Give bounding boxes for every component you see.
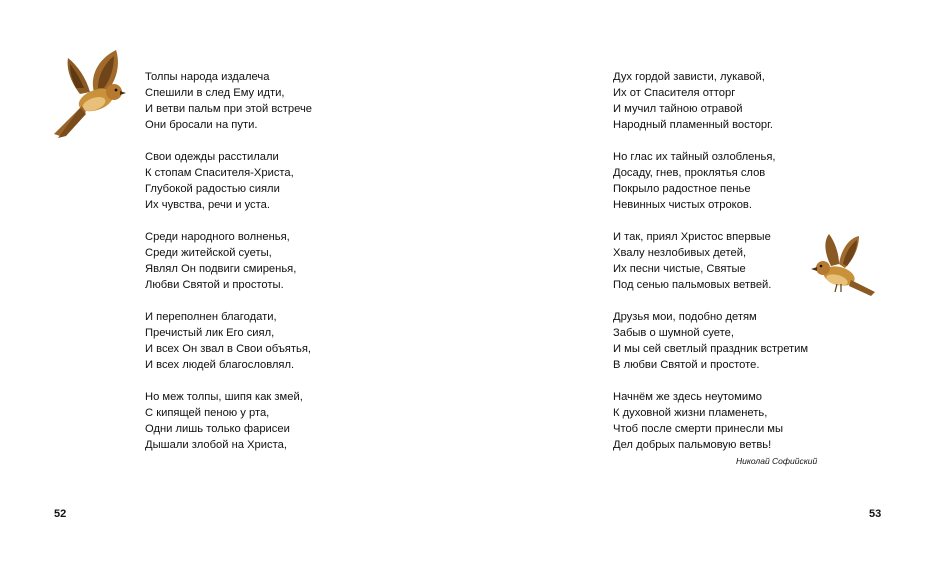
poem-line: Толпы народа издалеча (145, 71, 270, 83)
poem-line: И так, приял Христос впервые (613, 231, 771, 243)
poem-line: Они бросали на пути. (145, 119, 258, 131)
stanza (145, 389, 312, 453)
poem-line: И переполнен благодати, (145, 311, 277, 323)
poem-right (613, 69, 808, 469)
poem-left (145, 69, 312, 469)
poem-line: И всех людей благословлял. (145, 359, 295, 371)
poem-line: Дух гордой зависти, лукавой, (613, 71, 765, 83)
poem-line: Являл Он подвиги смиренья, (145, 263, 297, 275)
poem-line: К стопам Спасителя-Христа, (145, 167, 294, 179)
poem-line: Друзья мои, подобно детям (613, 311, 757, 323)
stanza (145, 229, 312, 293)
poem-line: В любви Святой и простоте. (613, 359, 760, 371)
author-signature: Николай Софийский (736, 456, 818, 466)
poem-line: Чтоб после смерти принесли мы (613, 423, 784, 435)
poem-line: И мучил тайною отравой (613, 103, 743, 115)
stanza (613, 309, 808, 373)
page-number-left: 52 (54, 508, 67, 520)
poem-line: Но глас их тайный озлобленья, (613, 151, 776, 163)
poem-line: Их от Спасителя отторг (613, 87, 736, 99)
stanza (613, 69, 808, 133)
poem-line: Глубокой радостью сияли (145, 183, 280, 195)
poem-line: Хвалу незлобивых детей, (613, 247, 747, 259)
poem-line: Пречистый лик Его сиял, (145, 327, 275, 339)
stanza (145, 309, 312, 373)
poem-line: И всех Он звал в Свои объятья, (145, 343, 311, 355)
poem-line: Дел добрых пальмовую ветвь! (613, 439, 772, 451)
poem-line: Народный пламенный восторг. (613, 119, 773, 131)
page-number-right: 53 (869, 508, 882, 520)
poem-line: Свои одежды расстилали (145, 151, 279, 163)
poem-line: Невинных чистых отроков. (613, 199, 752, 211)
right-page (471, 0, 942, 567)
stanza (613, 229, 808, 293)
perched-sparrow-icon (811, 232, 877, 300)
poem-line: Под сенью пальмовых ветвей. (613, 279, 772, 291)
poem-line: Дышали злобой на Христа, (145, 439, 287, 451)
poem-line: Одни лишь только фарисеи (145, 423, 290, 435)
poem-line: К духовной жизни пламенеть, (613, 407, 768, 419)
stanza (613, 389, 808, 453)
poem-line: Начнём же здесь неутомимо (613, 391, 763, 403)
poem-line: Среди житейской суеты, (145, 247, 272, 259)
poem-line: Забыв о шумной суете, (613, 327, 734, 339)
poem-line: Среди народного волненья, (145, 231, 290, 243)
flying-sparrow-icon (50, 48, 126, 140)
stanza (145, 149, 312, 213)
poem-line: Досаду, гнев, проклятья слов (613, 167, 766, 179)
poem-line: Их песни чистые, Святые (613, 263, 746, 275)
poem-line: И мы сей светлый праздник встретим (613, 343, 809, 355)
stanza (145, 69, 312, 133)
poem-line: Спешили в след Ему идти, (145, 87, 285, 99)
poem-line: Но меж толпы, шипя как змей, (145, 391, 303, 403)
poem-line: И ветви пальм при этой встрече (145, 103, 313, 115)
poem-line: Любви Святой и простоты. (145, 279, 284, 291)
poem-line: Их чувства, речи и уста. (145, 199, 270, 211)
poem-line: Покрыло радостное пенье (613, 183, 751, 195)
stanza (613, 149, 808, 213)
poem-line: С кипящей пеною у рта, (145, 407, 270, 419)
